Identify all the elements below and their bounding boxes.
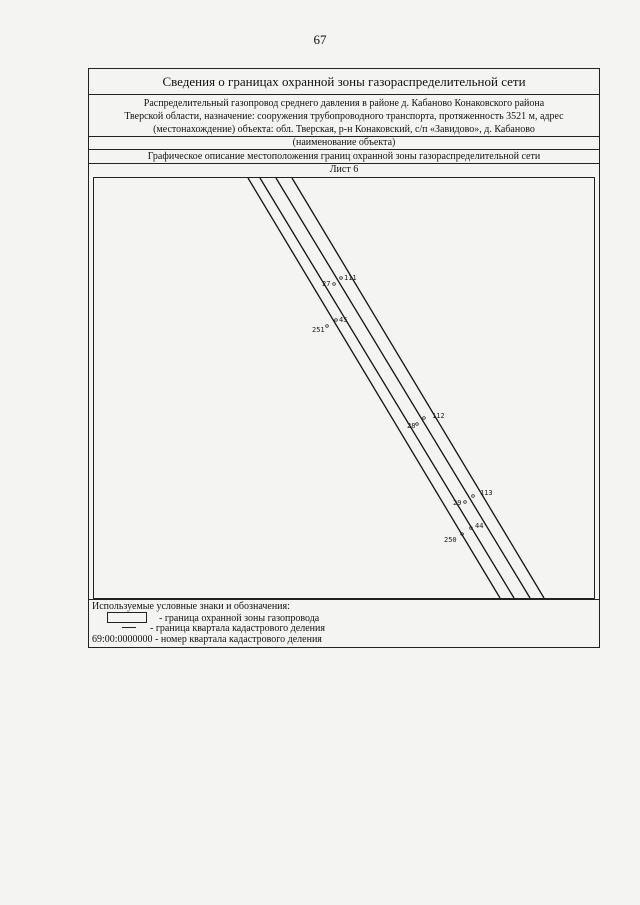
point-marker-251	[326, 325, 329, 328]
point-label-250: 250	[444, 536, 457, 544]
point-marker-45	[335, 319, 338, 322]
legend	[89, 599, 599, 649]
section-title: Сведения о границах охранной зоны газораспределительной сети	[89, 69, 599, 95]
legend-item-quarter-boundary	[92, 623, 599, 634]
legend-item-quarter-number	[92, 634, 599, 645]
point-marker-113	[472, 495, 475, 498]
page-number: 67	[313, 32, 327, 47]
point-marker-112	[423, 417, 426, 420]
point-label-111: 111	[344, 274, 357, 282]
point-label-29: 29	[453, 499, 462, 507]
point-label-251: 251	[312, 326, 325, 334]
object-description	[89, 95, 599, 137]
point-label-27: 27	[322, 280, 331, 288]
point-marker-27	[333, 283, 336, 286]
point-marker-29	[464, 501, 467, 504]
quarter-boundary-symbol	[122, 627, 136, 628]
object-line-2: Тверской области, назначение: сооружения трубопроводного транспорта, протяженность 3521 м, адрес	[124, 111, 564, 122]
point-label-112: 112	[432, 412, 445, 420]
boundary-line-inner-right	[276, 178, 530, 598]
legend-title: Используемые условные знаки и обозначения:	[92, 601, 290, 612]
graphic-description-title: Графическое описание местоположения границ охранной зоны газораспределительной сети	[89, 150, 599, 164]
object-line-1: Распределительный газопровод среднего давления в районе д. Кабаново Конаковского района	[143, 98, 545, 109]
zone-boundary-symbol	[107, 612, 147, 623]
sheet-label: Лист 6	[329, 164, 359, 175]
boundary-drawing-svg	[94, 178, 594, 598]
object-line-3: (местонахождение) объекта: обл. Тверская, р-н Конаковский, с/п «Завидово», д. Кабаново	[153, 124, 535, 135]
object-label: (наименование объекта)	[89, 137, 599, 150]
boundary-line-outer-right	[292, 178, 544, 598]
legend-item-zone-boundary-text: - граница охранной зоны газопровода	[159, 613, 320, 624]
point-label-45: 45	[339, 316, 348, 324]
legend-item-quarter-number-text: - номер квартала кадастрового деления	[155, 634, 322, 645]
boundary-line-inner-left	[260, 178, 514, 598]
point-label-44: 44	[475, 522, 484, 530]
legend-item-quarter-boundary-text: - граница квартала кадастрового деления	[150, 623, 325, 634]
point-marker-28	[416, 423, 419, 426]
document-frame	[88, 68, 600, 648]
legend-item-zone-boundary	[92, 612, 599, 623]
point-label-28: 28	[407, 422, 416, 430]
boundary-drawing	[93, 177, 595, 599]
point-marker-111	[340, 277, 343, 280]
point-label-113: 113	[480, 489, 493, 497]
legend-quarter-code: 69:00:0000000	[92, 634, 153, 645]
